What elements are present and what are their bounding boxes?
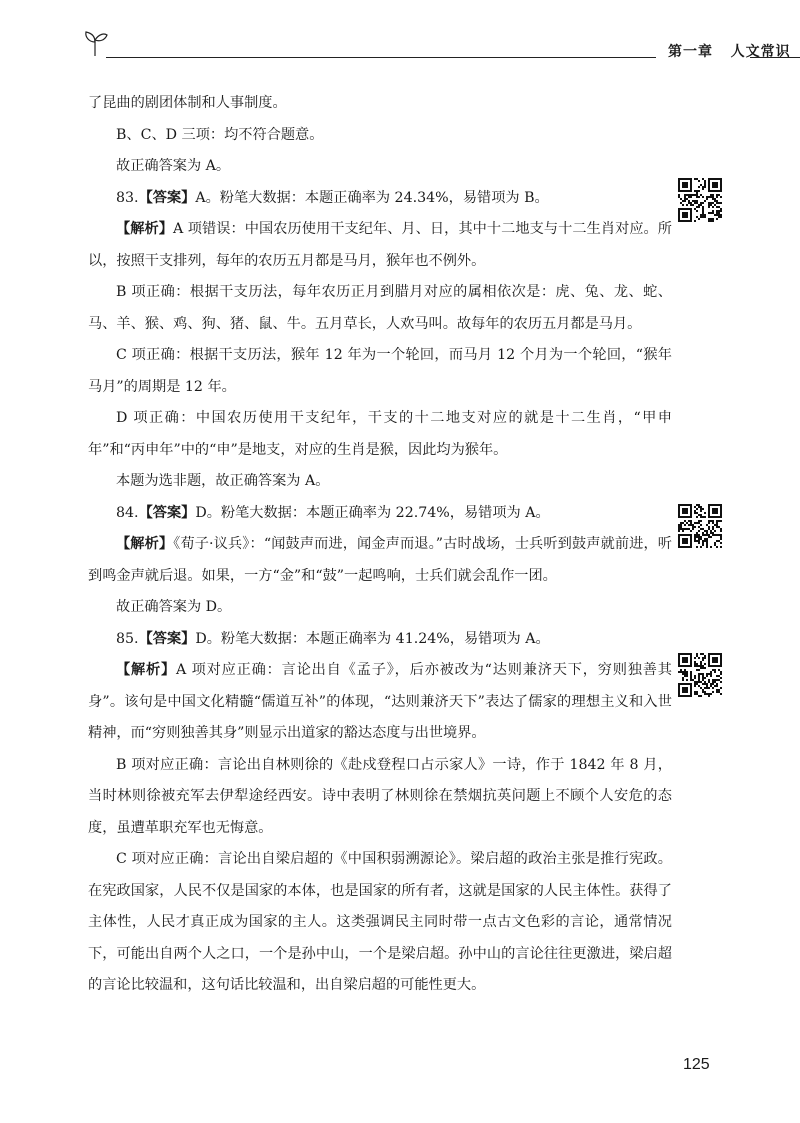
- q83-analysis: [88, 214, 672, 277]
- section-label: 人文常识: [730, 44, 791, 60]
- q84-answer: [88, 498, 672, 530]
- q83-option-b: B 项正确：根据干支历法，每年农历正月到腊月对应的属相依次是：虎、兔、龙、蛇、马、羊、猴、鸡、狗、猪、鼠、牛。五月草长，人欢马叫。故每年的农历五月都是马月。: [88, 284, 672, 332]
- page-number: 125: [683, 1056, 710, 1073]
- answer-tag: 【答案】: [138, 189, 196, 206]
- chapter-label: 第一章: [668, 44, 713, 60]
- q83-answer: [88, 183, 672, 215]
- answer-tag: 【答案】: [138, 630, 196, 647]
- paragraph: 了昆曲的剧团体制和人事制度。: [88, 95, 287, 111]
- sprout-icon: [80, 28, 110, 58]
- paragraph: 故正确答案为 A。: [116, 158, 231, 174]
- analysis-text: A 项对应正确：言论出自《孟子》，后亦被改为“达则兼济天下，穷则独善其身”。该句是中国文化精髓“儒道互补”的体现，“达则兼济天下”表达了儒家的理想主义和入世精神，而“穷则独善其身”则显示出道家的豁达态度与出世境界。: [88, 662, 672, 741]
- header-rule-right: [750, 57, 800, 58]
- page-header: [70, 26, 791, 66]
- q83-conclusion: 本题为选非题，故正确答案为 A。: [116, 473, 330, 489]
- page-body: [88, 88, 672, 1002]
- answer-text: D。粉笔大数据：本题正确率为 22.74%，易错项为 A。: [195, 504, 550, 521]
- question-number: 84.: [116, 504, 139, 521]
- q84-conclusion: 故正确答案为 D。: [116, 599, 232, 615]
- header-rule-left: [106, 57, 656, 58]
- qr-code-icon[interactable]: [678, 178, 722, 222]
- answer-text: D。粉笔大数据：本题正确率为 41.24%，易错项为 A。: [195, 630, 550, 647]
- chapter-title: [668, 41, 791, 61]
- q84-analysis: [88, 529, 672, 592]
- analysis-tag: 【解析】: [116, 536, 174, 552]
- answer-text: A。粉笔大数据：本题正确率为 24.34%，易错项为 B。: [195, 189, 549, 206]
- q85-option-c: C 项对应正确：言论出自梁启超的《中国积弱溯源论》。梁启超的政治主张是推行宪政。在宪政国家，人民不仅是国家的本体，也是国家的所有者，这就是国家的人民主体性。获得了主体性，人民才真正成为国家的主人。这类强调民主同时带一点古文色彩的言论，通常情况下，可能出自两个人之口，一个是孙中山，一个是梁启超。孙中山的言论往往更激进，梁启超的言论比较温和，这句话比较温和，出自梁启超的可能性更大。: [88, 851, 672, 993]
- qr-code-icon[interactable]: [678, 653, 722, 697]
- q83-option-c: C 项正确：根据干支历法，猴年 12 年为一个轮回，而马月 12 个月为一个轮回，“猴年马月”的周期是 12 年。: [88, 347, 672, 395]
- analysis-text: 《荀子·议兵》：“闻鼓声而进，闻金声而退。”古时战场，士兵听到鼓声就前进，听到鸣金声就后退。如果，一方“金”和“鼓”一起鸣响，士兵们就会乱作一团。: [88, 536, 672, 584]
- question-number: 85.: [116, 630, 139, 647]
- analysis-text: A 项错误：中国农历使用干支纪年、月、日，其中十二地支与十二生肖对应。所以，按照干支排列，每年的农历五月都是马月，猴年也不例外。: [88, 221, 672, 269]
- q85-answer: [88, 624, 672, 656]
- q83-option-d: D 项正确：中国农历使用干支纪年，干支的十二地支对应的就是十二生肖，“甲申年”和“丙申年”中的“申”是地支，对应的生肖是猴，因此均为猴年。: [88, 410, 672, 458]
- question-number: 83.: [116, 189, 139, 206]
- qr-code-icon[interactable]: [678, 504, 722, 548]
- answer-tag: 【答案】: [138, 504, 196, 521]
- analysis-tag: 【解析】: [116, 662, 177, 678]
- q85-option-b: B 项对应正确：言论出自林则徐的《赴戍登程口占示家人》一诗，作于 1842 年 8 月，当时林则徐被充军去伊犁途经西安。诗中表明了林则徐在禁烟抗英问题上不顾个人安危的态度，虽遭革职充军也无悔意。: [88, 756, 672, 836]
- q85-analysis: [88, 655, 672, 750]
- analysis-tag: 【解析】: [116, 221, 173, 237]
- paragraph: B、C、D 三项：均不符合题意。: [116, 126, 324, 143]
